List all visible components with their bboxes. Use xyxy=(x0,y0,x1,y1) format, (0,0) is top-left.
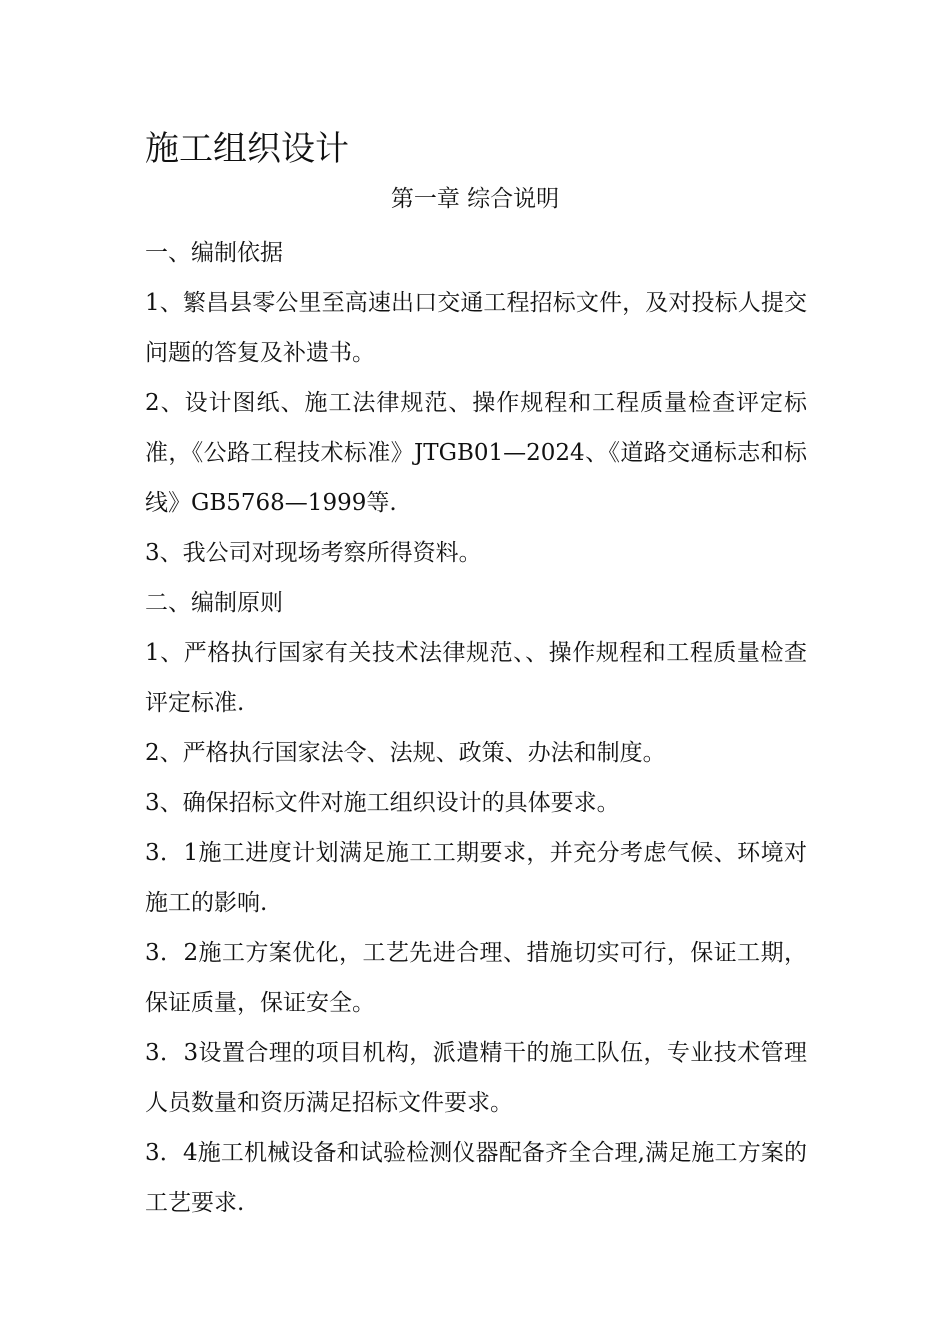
paragraph: 2、设计图纸、施工法律规范、操作规程和工程质量检查评定标准，《公路工程技术标准》JTGB01—2024、《道路交通标志和标线》GB5768—1999等. xyxy=(145,390,807,516)
paragraph: 3、我公司对现场考察所得资料。 xyxy=(145,540,482,566)
paragraph: 3、确保招标文件对施工组织设计的具体要求。 xyxy=(145,790,620,816)
paragraph: 3．1施工进度计划满足施工工期要求，并充分考虑气候、环境对施工的影响. xyxy=(145,840,807,916)
paragraph: 1、严格执行国家有关技术法律规范、、操作规程和工程质量检查评定标准. xyxy=(145,640,807,716)
document-body xyxy=(145,228,807,1228)
section-heading-basis: 一、编制依据 xyxy=(145,240,283,266)
paragraph: 3．4施工机械设备和试验检测仪器配备齐全合理,满足施工方案的工艺要求. xyxy=(145,1140,807,1216)
paragraph: 1、繁昌县零公里至高速出口交通工程招标文件，及对投标人提交问题的答复及补遗书。 xyxy=(145,290,807,366)
document-title: 施工组织设计 xyxy=(145,129,349,169)
chapter-title: 第一章 综合说明 xyxy=(390,186,560,212)
paragraph: 2、严格执行国家法令、法规、政策、办法和制度。 xyxy=(145,740,666,766)
paragraph: 3．3设置合理的项目机构，派遣精干的施工队伍，专业技术管理人员数量和资历满足招标文件要求。 xyxy=(145,1040,807,1116)
section-heading-principles: 二、编制原则 xyxy=(145,590,283,616)
paragraph: 3．2施工方案优化，工艺先进合理、措施切实可行，保证工期，保证质量，保证安全。 xyxy=(145,940,807,1016)
